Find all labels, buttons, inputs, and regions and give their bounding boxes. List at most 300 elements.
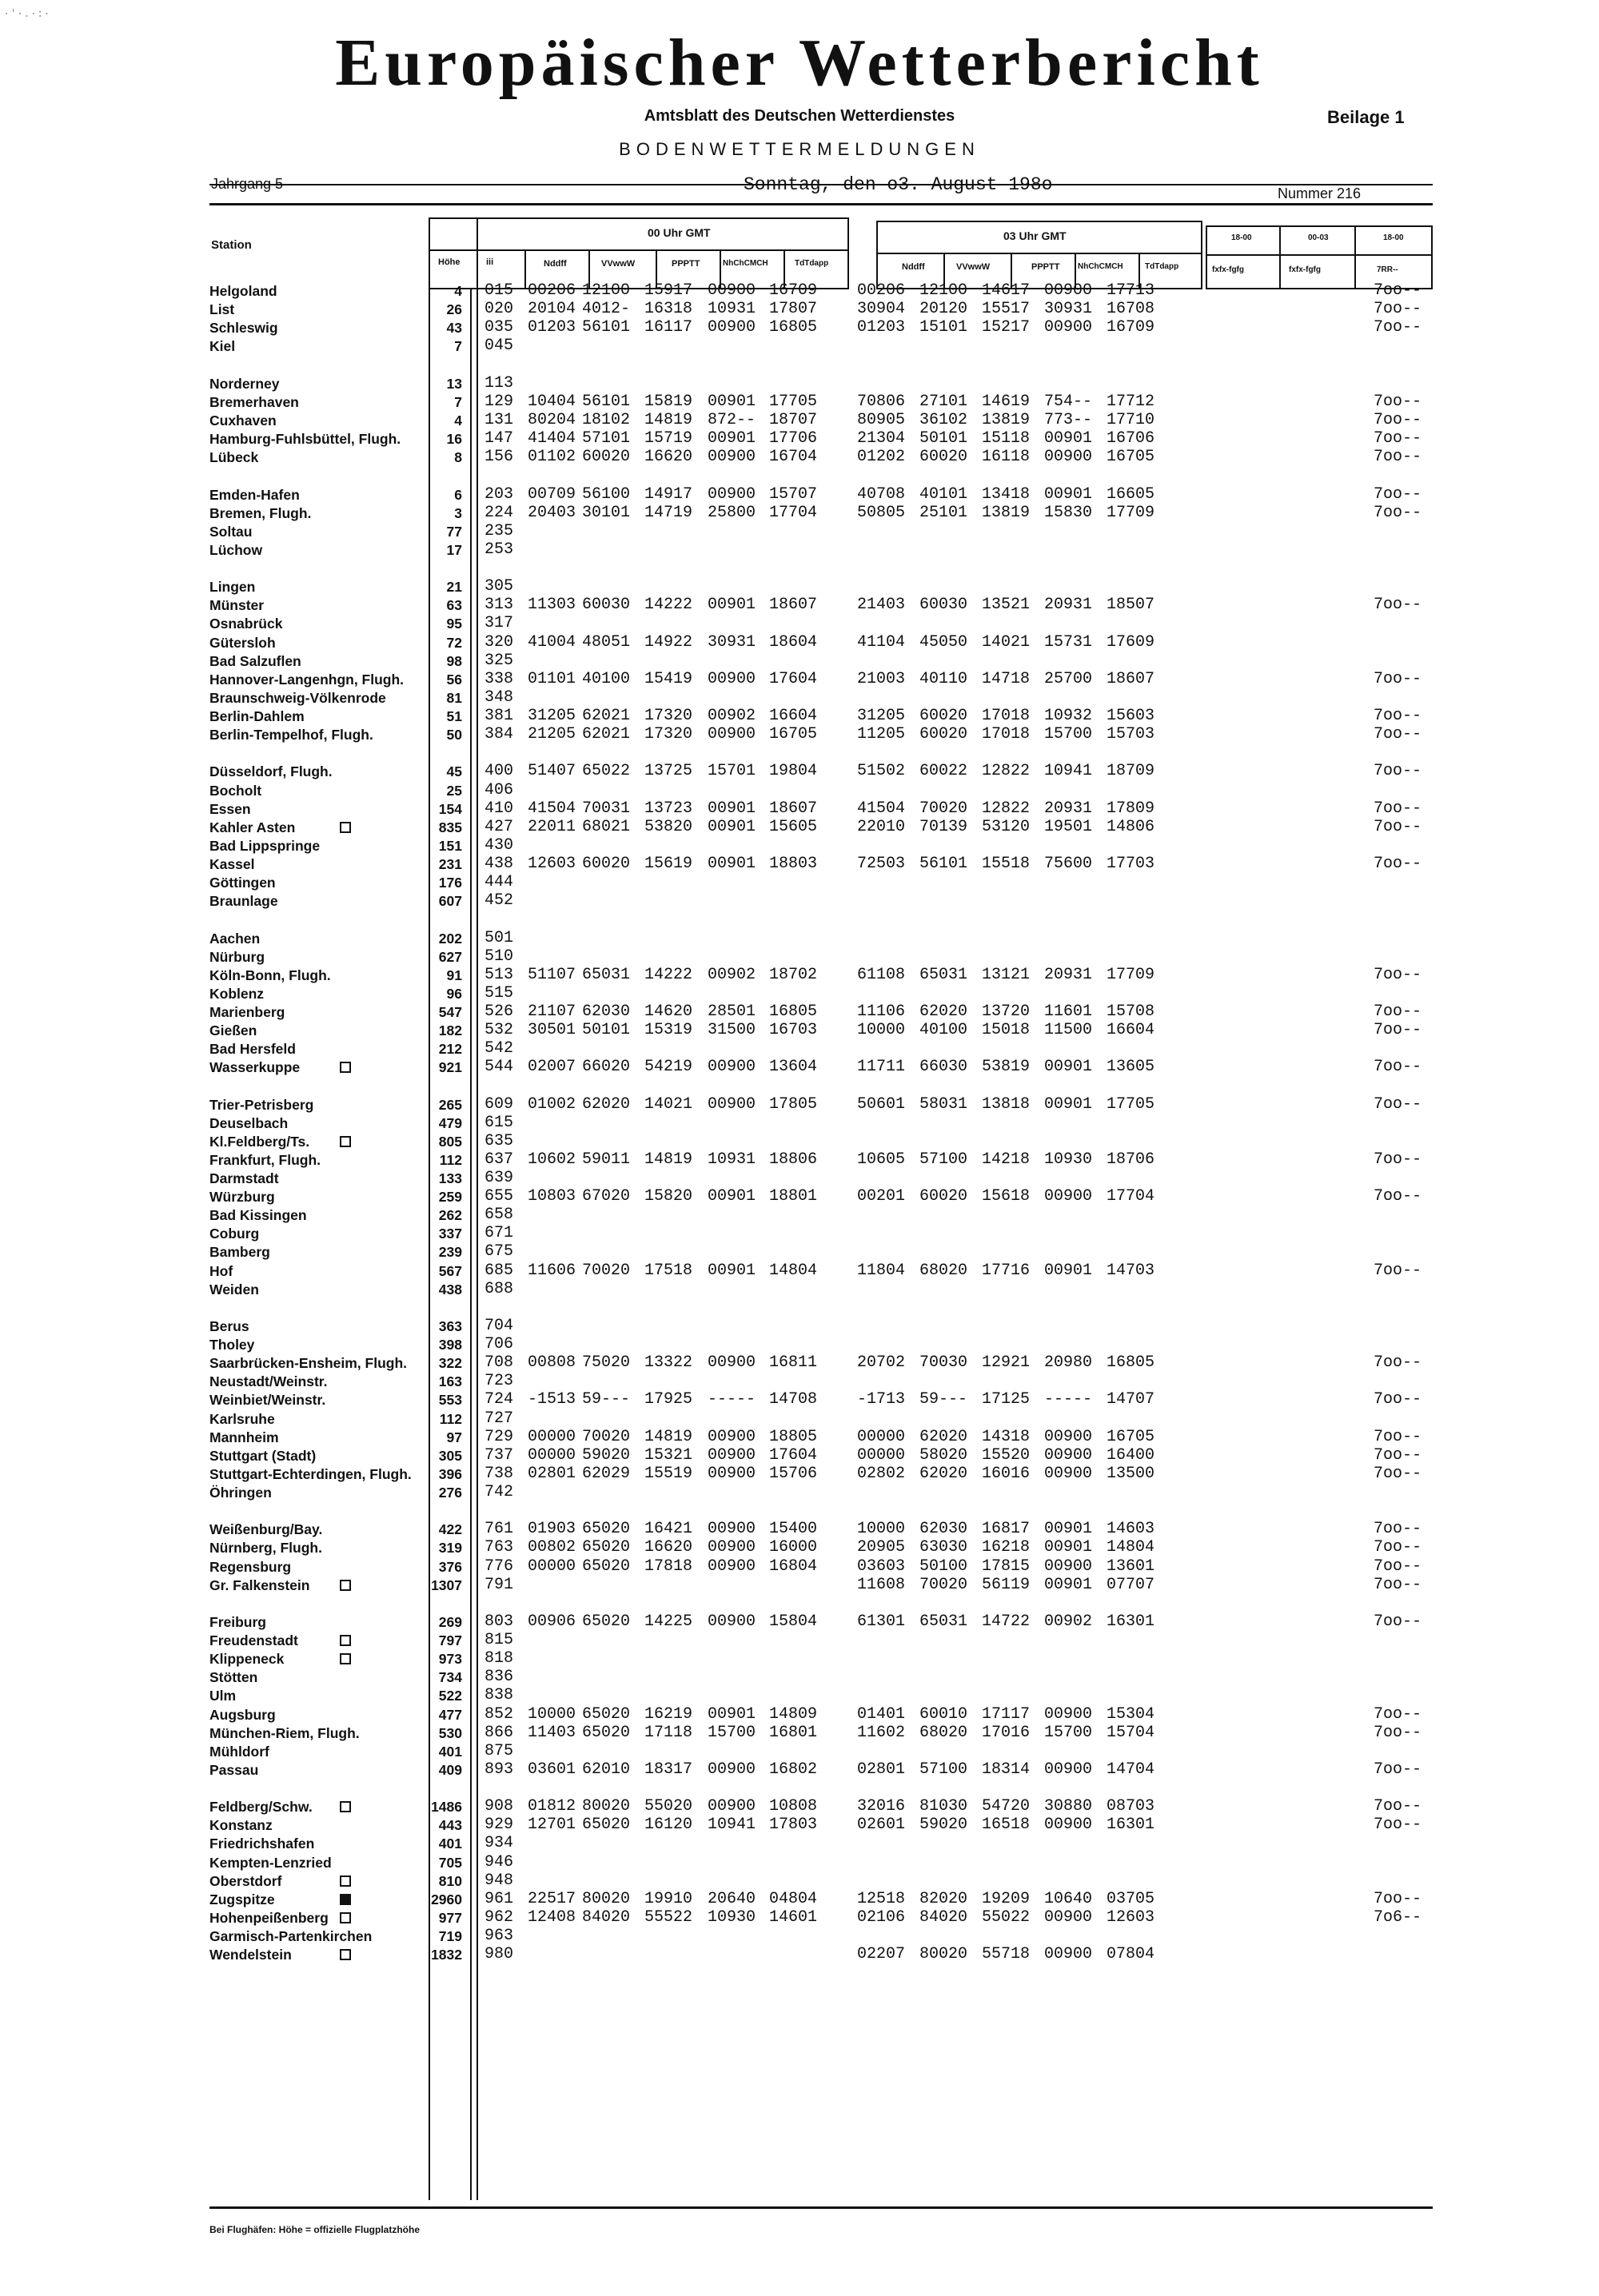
group-03-4: 00900 [1044, 1907, 1093, 1927]
station-hoehe: 2960 [431, 1891, 462, 1907]
station-hoehe: 63 [446, 597, 462, 614]
group-03-3: 13720 [982, 1002, 1031, 1021]
group-03-3: 13418 [982, 484, 1031, 504]
right-top-2: 00-03 [1308, 233, 1329, 242]
group-00-1: 00000 [528, 1557, 576, 1576]
group-00-3: 16318 [644, 300, 693, 319]
group-03-4: 00900 [1044, 1464, 1093, 1483]
group-03-2: 58020 [919, 1445, 968, 1465]
group-00-1: 01002 [528, 1094, 576, 1114]
group-00-5: 18607 [769, 799, 818, 818]
station-name: Klippeneck [209, 1651, 285, 1668]
station-name: München-Riem, Flugh. [209, 1724, 360, 1741]
group-00-5: 16709 [769, 281, 818, 300]
group-00-2: 65020 [582, 1612, 631, 1631]
group-03-1: 00000 [857, 1427, 906, 1446]
station-iii: 737 [484, 1445, 514, 1465]
group-00-5: 16811 [769, 1353, 818, 1373]
extra-group: 7oo-- [1374, 448, 1422, 467]
station-iii: 609 [484, 1094, 514, 1114]
group-03-1: 61108 [857, 965, 906, 984]
group-00-4: 00900 [708, 725, 756, 743]
group-00-1: 02007 [528, 1058, 576, 1077]
group-03-2: 12100 [919, 281, 968, 300]
group-03-4: 15731 [1044, 632, 1093, 652]
station-name: Oberstdorf [209, 1872, 282, 1889]
station-iii: 203 [484, 484, 514, 504]
extra-group: 7oo-- [1374, 1187, 1422, 1206]
group-00-3: 55020 [644, 1797, 693, 1816]
station-hoehe: 607 [438, 893, 462, 910]
station-name: Göttingen [209, 875, 276, 891]
group-03-5: 17712 [1107, 392, 1155, 411]
group-00-4: 00901 [708, 1704, 756, 1724]
group-03-2: 45050 [919, 632, 968, 652]
station-iii: 836 [484, 1668, 514, 1687]
group-00-1: 01903 [528, 1520, 576, 1539]
group-00-1: 30501 [528, 1021, 576, 1039]
group-03-1: 02207 [857, 1945, 906, 1963]
group-03-2: 57100 [919, 1150, 968, 1169]
station-name: Lübeck [209, 449, 259, 466]
group-03-4: 00900 [1044, 1187, 1093, 1206]
extra-group: 7oo-- [1374, 300, 1422, 319]
group-03-2: 20120 [919, 300, 968, 319]
group-03-1: 11804 [857, 1261, 906, 1280]
group-03-4: 00900 [1044, 1557, 1093, 1576]
group-03-2: 27101 [919, 392, 968, 411]
station-name: Tholey [209, 1337, 255, 1353]
station-iii: 761 [484, 1520, 514, 1539]
station-header: Station [211, 238, 252, 252]
group-00-1: 00206 [528, 281, 576, 300]
group-00-2: 50101 [582, 1021, 631, 1039]
group-03-4: 00900 [1044, 318, 1093, 337]
station-iii: 510 [484, 947, 514, 966]
station-hoehe: 13 [446, 375, 462, 392]
station-iii: 113 [484, 373, 514, 393]
group-03-1: 12518 [857, 1889, 906, 1908]
group-03-5: 15304 [1107, 1704, 1155, 1724]
group-00-4: 00902 [708, 965, 756, 984]
group-00-2: 80020 [582, 1889, 631, 1908]
group-00-1: 41504 [528, 799, 576, 818]
group-03-4: 20931 [1044, 596, 1093, 615]
station-name: Kiel [209, 338, 236, 355]
group-03-5: 17709 [1107, 503, 1155, 522]
station-iii: 156 [484, 448, 514, 467]
group-03-3: 14021 [982, 632, 1031, 652]
station-iii: 706 [484, 1335, 514, 1354]
extra-group: 7o6-- [1374, 1907, 1422, 1927]
station-iii: 338 [484, 669, 514, 688]
group-03-1: 41504 [857, 799, 906, 818]
group-00-3: 15419 [644, 669, 693, 688]
group-03-5: 07804 [1107, 1945, 1155, 1963]
group-00-4: 00900 [708, 281, 756, 300]
group-00-3: 14222 [644, 965, 693, 984]
group-03-4: 10930 [1044, 1150, 1093, 1169]
group-03-3: 56119 [982, 1575, 1031, 1594]
station-name: Kassel [209, 855, 255, 872]
station-hoehe: 835 [438, 819, 462, 835]
station-name: Augsburg [209, 1706, 276, 1723]
group-00-2: 56101 [582, 392, 631, 411]
group-00-1: -1513 [528, 1390, 576, 1409]
station-name: Stuttgart (Stadt) [209, 1447, 317, 1464]
station-name: Soltau [209, 523, 253, 540]
station-hoehe: 262 [438, 1207, 462, 1224]
right-top-3: 18-00 [1383, 233, 1404, 242]
right-bottom-3: 7RR-- [1377, 265, 1398, 274]
group-03-2: 62030 [919, 1520, 968, 1539]
station-iii: 430 [484, 835, 514, 855]
station-hoehe: 553 [438, 1392, 462, 1409]
group-00-2: 57101 [582, 429, 631, 448]
extra-group: 7oo-- [1374, 1557, 1422, 1576]
header-mid-00 [429, 249, 849, 251]
group-03-5: 14703 [1107, 1261, 1155, 1280]
group-03-5: 16605 [1107, 484, 1155, 504]
group-00-3: 16620 [644, 1538, 693, 1557]
station-iii: 542 [484, 1039, 514, 1058]
open-square-icon [340, 1801, 351, 1812]
station-hoehe: 212 [438, 1041, 462, 1058]
open-square-icon [340, 1136, 351, 1147]
group-00-2: 70031 [582, 799, 631, 818]
group-03-2: 60020 [919, 448, 968, 467]
group-00-5: 10808 [769, 1797, 818, 1816]
group-03-2: 40101 [919, 484, 968, 504]
group-03-4: 00901 [1044, 1058, 1093, 1077]
station-name: Bad Salzuflen [209, 652, 301, 669]
col-clouds-00: NhChCMCH [723, 259, 768, 268]
station-hoehe: 805 [438, 1133, 462, 1150]
station-hoehe: 530 [438, 1724, 462, 1741]
station-name: Mühldorf [209, 1743, 269, 1760]
station-name: Berlin-Tempelhof, Flugh. [209, 727, 373, 743]
group-00-4: 00900 [708, 1445, 756, 1465]
group-00-4: 872-- [708, 410, 756, 429]
station-name: Zugspitze [209, 1891, 275, 1907]
station-hoehe: 973 [438, 1651, 462, 1668]
extra-group: 7oo-- [1374, 1094, 1422, 1114]
group-00-2: 60020 [582, 854, 631, 873]
group-03-2: 66030 [919, 1058, 968, 1077]
station-name: Neustadt/Weinstr. [209, 1373, 328, 1390]
group-03-4: 00900 [1044, 1445, 1093, 1465]
group-03-5: 17809 [1107, 799, 1155, 818]
group-00-4: 28501 [708, 1002, 756, 1021]
station-iii: 776 [484, 1557, 514, 1576]
group-00-3: 14922 [644, 632, 693, 652]
group-03-1: 02802 [857, 1464, 906, 1483]
beilage-label: Beilage 1 [1327, 107, 1405, 127]
station-iii: 438 [484, 854, 514, 873]
group-03-5: 14804 [1107, 1538, 1155, 1557]
station-name: Hof [209, 1262, 233, 1279]
station-hoehe: 1307 [431, 1577, 462, 1593]
station-hoehe: 133 [438, 1170, 462, 1186]
group-03-1: 70806 [857, 392, 906, 411]
group-00-3: 15819 [644, 392, 693, 411]
station-iii: 637 [484, 1150, 514, 1169]
station-hoehe: 319 [438, 1540, 462, 1557]
group-00-5: 17805 [769, 1094, 818, 1114]
group-00-3: 16120 [644, 1816, 693, 1835]
group-03-5: 15708 [1107, 1002, 1155, 1021]
station-hoehe: 734 [438, 1669, 462, 1686]
group-00-1: 11606 [528, 1261, 576, 1280]
group-03-5: 18706 [1107, 1150, 1155, 1169]
group-03-2: 65031 [919, 965, 968, 984]
extra-group: 7oo-- [1374, 1002, 1422, 1021]
group-00-3: 14819 [644, 1427, 693, 1446]
station-name: Stötten [209, 1669, 258, 1686]
right-bottom-1: fxfx-fgfg [1212, 265, 1244, 274]
group-03-5: 16301 [1107, 1816, 1155, 1835]
group-00-5: 18806 [769, 1150, 818, 1169]
group-00-5: 18805 [769, 1427, 818, 1446]
group-00-4: 00901 [708, 817, 756, 836]
filled-square-icon [340, 1894, 351, 1905]
group-03-3: 13121 [982, 965, 1031, 984]
extra-group: 7oo-- [1374, 1760, 1422, 1779]
station-hoehe: 98 [446, 652, 462, 669]
group-03-5: 17713 [1107, 281, 1155, 300]
group-03-3: 13818 [982, 1094, 1031, 1114]
group-00-1: 22517 [528, 1889, 576, 1908]
group-03-4: 00900 [1044, 1945, 1093, 1963]
group-03-2: 58031 [919, 1094, 968, 1114]
station-iii: 893 [484, 1760, 514, 1779]
page-subtitle: Amtsblatt des Deutschen Wetterdienstes [644, 107, 955, 125]
station-name: Feldberg/Schw. [209, 1799, 313, 1816]
station-name: Weißenburg/Bay. [209, 1521, 323, 1538]
station-hoehe: 154 [438, 800, 462, 817]
group-03-5: 16805 [1107, 1353, 1155, 1373]
page-title: Europäischer Wetterbericht [335, 26, 1264, 100]
group-00-4: 00900 [708, 318, 756, 337]
group-03-1: 20905 [857, 1538, 906, 1557]
group-00-5: 14809 [769, 1704, 818, 1724]
station-name: Weinbiet/Weinstr. [209, 1392, 326, 1409]
station-iii: 948 [484, 1871, 514, 1890]
group-00-1: 20104 [528, 300, 576, 319]
group-00-2: 62021 [582, 725, 631, 743]
station-hoehe: 547 [438, 1003, 462, 1020]
group-00-5: 16804 [769, 1557, 818, 1576]
station-hoehe: 719 [438, 1927, 462, 1944]
group-00-3: 15319 [644, 1021, 693, 1039]
group-00-3: 14021 [644, 1094, 693, 1114]
group-00-5: 16703 [769, 1021, 818, 1039]
group-00-4: 10931 [708, 300, 756, 319]
station-iii: 501 [484, 928, 514, 947]
group-03-1: 11711 [857, 1058, 906, 1077]
group-03-5: 17609 [1107, 632, 1155, 652]
block-03-title: 03 Uhr GMT [1003, 229, 1067, 242]
station-name: Nürburg [209, 948, 265, 965]
group-00-4: 00900 [708, 1094, 756, 1114]
group-03-2: 60030 [919, 596, 968, 615]
station-iii: 929 [484, 1816, 514, 1835]
station-name: Bocholt [209, 782, 262, 799]
station-name: Nürnberg, Flugh. [209, 1540, 322, 1557]
group-03-4: 30880 [1044, 1797, 1093, 1816]
group-00-2: 62020 [582, 1094, 631, 1114]
group-00-1: 10803 [528, 1187, 576, 1206]
group-00-5: 18702 [769, 965, 818, 984]
group-03-5: 17703 [1107, 854, 1155, 873]
group-03-4: 00900 [1044, 281, 1093, 300]
group-00-2: 62029 [582, 1464, 631, 1483]
station-name: Wasserkuppe [209, 1059, 301, 1076]
station-name: Würzburg [209, 1189, 275, 1206]
group-00-5: 04804 [769, 1889, 818, 1908]
group-03-3: 14722 [982, 1612, 1031, 1631]
station-iii: 763 [484, 1538, 514, 1557]
station-name: Karlsruhe [209, 1410, 275, 1427]
group-03-5: 18507 [1107, 596, 1155, 615]
group-00-2: 62010 [582, 1760, 631, 1779]
extra-group: 7oo-- [1374, 596, 1422, 615]
group-00-3: 15719 [644, 429, 693, 448]
station-iii: 325 [484, 651, 514, 670]
group-00-4: 00900 [708, 448, 756, 467]
station-iii: 934 [484, 1834, 514, 1853]
group-03-5: 14704 [1107, 1760, 1155, 1779]
station-hoehe: 797 [438, 1632, 462, 1649]
group-00-3: 14819 [644, 1150, 693, 1169]
group-03-3: 13521 [982, 596, 1031, 615]
extra-group: 7oo-- [1374, 1464, 1422, 1483]
group-03-5: 13500 [1107, 1464, 1155, 1483]
group-03-1: 50601 [857, 1094, 906, 1114]
station-hoehe: 479 [438, 1114, 462, 1131]
station-iii: 791 [484, 1575, 514, 1594]
extra-group: 7oo-- [1374, 762, 1422, 781]
group-00-3: 13322 [644, 1353, 693, 1373]
group-00-1: 20403 [528, 503, 576, 522]
station-iii: 515 [484, 983, 514, 1003]
group-00-2: 68021 [582, 817, 631, 836]
group-03-4: 754-- [1044, 392, 1093, 411]
station-iii: 635 [484, 1131, 514, 1150]
group-03-3: 14619 [982, 392, 1031, 411]
station-hoehe: 81 [446, 689, 462, 706]
station-hoehe: 921 [438, 1059, 462, 1076]
group-03-2: 70020 [919, 1575, 968, 1594]
station-name: Freudenstadt [209, 1632, 298, 1649]
group-00-5: 17706 [769, 429, 818, 448]
station-hoehe: 567 [438, 1262, 462, 1279]
extra-group: 7oo-- [1374, 817, 1422, 836]
station-hoehe: 810 [438, 1872, 462, 1889]
station-name: Garmisch-Partenkirchen [209, 1927, 373, 1944]
group-00-3: 18317 [644, 1760, 693, 1779]
issue-number: Nummer 216 [1278, 185, 1362, 201]
station-name: Hannover-Langenhgn, Flugh. [209, 671, 405, 688]
group-03-4: ----- [1044, 1390, 1093, 1409]
group-03-5: 12603 [1107, 1907, 1155, 1927]
group-00-4: 00900 [708, 1538, 756, 1557]
group-03-5: 03705 [1107, 1889, 1155, 1908]
station-iii: 615 [484, 1113, 514, 1132]
right-top-1: 18-00 [1231, 233, 1252, 242]
station-iii: 320 [484, 632, 514, 652]
station-hoehe: 7 [454, 393, 462, 410]
station-name: Helgoland [209, 283, 277, 299]
group-03-4: 20931 [1044, 965, 1093, 984]
bottom-rule [209, 2206, 1433, 2209]
group-00-2: 66020 [582, 1058, 631, 1077]
station-name: Bremerhaven [209, 393, 299, 410]
extra-group: 7oo-- [1374, 965, 1422, 984]
station-iii: 317 [484, 614, 514, 633]
extra-group: 7oo-- [1374, 1612, 1422, 1631]
group-03-4: 30931 [1044, 300, 1093, 319]
group-03-5: 16708 [1107, 300, 1155, 319]
group-03-4: 11500 [1044, 1021, 1093, 1039]
group-03-4: 75600 [1044, 854, 1093, 873]
station-name: Trier-Petrisberg [209, 1096, 314, 1113]
open-square-icon [340, 1653, 351, 1664]
group-03-3: 15520 [982, 1445, 1031, 1465]
group-00-3: 17118 [644, 1723, 693, 1742]
group-03-3: 17815 [982, 1557, 1031, 1576]
group-00-4: ----- [708, 1390, 756, 1409]
station-iii: 688 [484, 1279, 514, 1298]
group-00-5: 16000 [769, 1538, 818, 1557]
station-hoehe: 977 [438, 1909, 462, 1926]
group-03-1: 10000 [857, 1520, 906, 1539]
group-03-3: 15518 [982, 854, 1031, 873]
group-00-3: 54219 [644, 1058, 693, 1077]
group-00-5: 14708 [769, 1390, 818, 1409]
group-03-2: 15101 [919, 318, 968, 337]
extra-group: 7oo-- [1374, 484, 1422, 504]
station-name: Passau [209, 1761, 259, 1778]
group-00-3: 14222 [644, 596, 693, 615]
station-hoehe: 438 [438, 1281, 462, 1297]
group-00-3: 14917 [644, 484, 693, 504]
group-00-1: 10000 [528, 1704, 576, 1724]
group-00-3: 14819 [644, 410, 693, 429]
group-03-4: 773-- [1044, 410, 1093, 429]
group-03-2: 70020 [919, 799, 968, 818]
group-03-4: 10640 [1044, 1889, 1093, 1908]
group-03-2: 84020 [919, 1907, 968, 1927]
group-00-4: 15701 [708, 762, 756, 781]
group-03-4: 00900 [1044, 1427, 1093, 1446]
station-name: Marienberg [209, 1003, 285, 1020]
group-00-2: 75020 [582, 1353, 631, 1373]
group-00-4: 10930 [708, 1907, 756, 1927]
station-iii: 671 [484, 1224, 514, 1243]
group-00-1: 01101 [528, 669, 576, 688]
station-iii: 729 [484, 1427, 514, 1446]
group-00-3: 16117 [644, 318, 693, 337]
group-00-5: 16604 [769, 706, 818, 725]
group-03-1: 02601 [857, 1816, 906, 1835]
group-03-3: 54720 [982, 1797, 1031, 1816]
open-square-icon [340, 822, 351, 833]
station-iii: 129 [484, 392, 514, 411]
station-iii: 815 [484, 1631, 514, 1650]
extra-group: 7oo-- [1374, 1520, 1422, 1539]
group-03-4: 00900 [1044, 448, 1093, 467]
